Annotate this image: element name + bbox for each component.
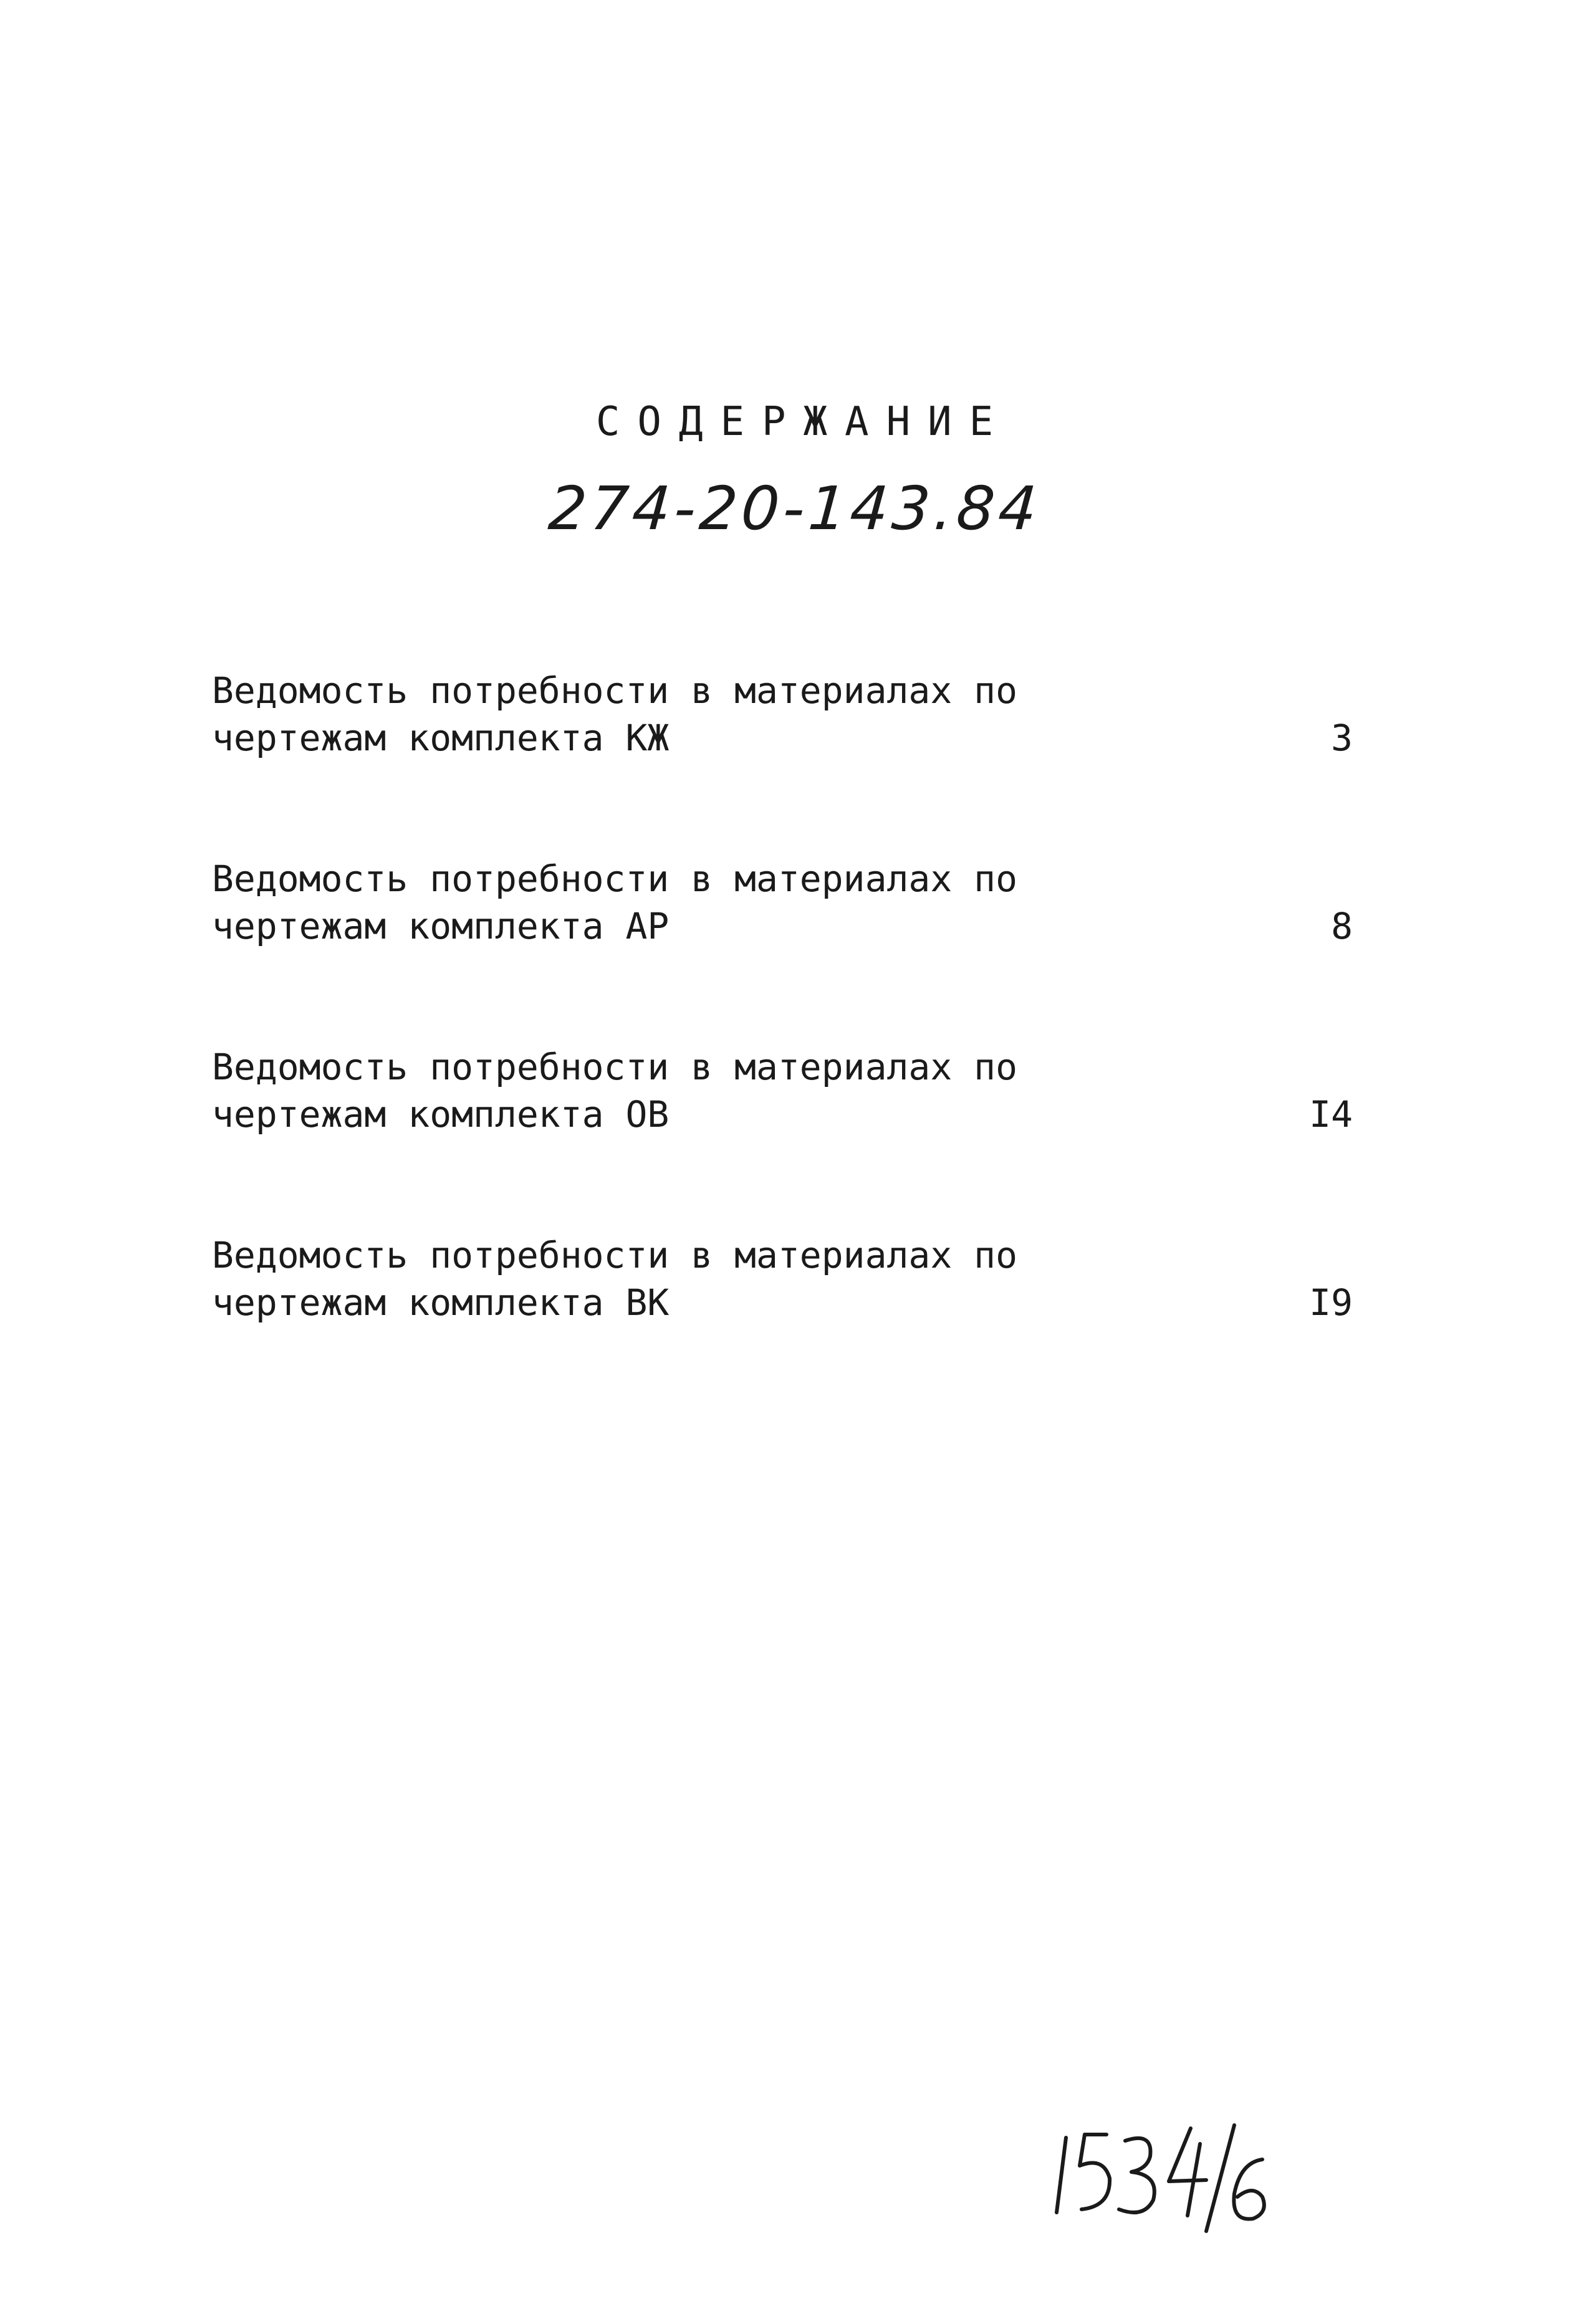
handwritten-annotation	[1047, 2106, 1284, 2244]
toc-entry-page-number: I9	[1309, 1281, 1353, 1324]
toc-entry-title-line-1: Ведомость потребности в материалах по	[212, 669, 1018, 712]
toc-entry-title-line-2: чертежам комплекта АР	[212, 905, 670, 947]
toc-entry-title-line-1: Ведомость потребности в материалах по	[212, 1046, 1018, 1088]
toc-entry-title-line-2: чертежам комплекта КЖ	[212, 717, 670, 759]
toc-entry	[212, 1231, 1353, 1420]
toc-entry-page-number: 3	[1331, 717, 1353, 759]
document-code: 274-20-143.84	[546, 474, 1043, 543]
toc-entry-title-line-1: Ведомость потребности в материалах по	[212, 1234, 1018, 1276]
toc-entry	[212, 667, 1353, 855]
toc-entry	[212, 1043, 1353, 1231]
toc-entry-page-number: I4	[1309, 1093, 1353, 1136]
toc-entry-title-line-2: чертежам комплекта ВК	[212, 1281, 670, 1324]
page-title: СОДЕРЖАНИЕ	[595, 399, 1011, 445]
toc-entry-title-line-2: чертежам комплекта ОВ	[212, 1093, 670, 1136]
toc-entry	[212, 855, 1353, 1043]
toc-entry-page-number: 8	[1331, 905, 1353, 947]
table-of-contents	[212, 667, 1353, 1420]
toc-entry-title-line-1: Ведомость потребности в материалах по	[212, 858, 1018, 900]
